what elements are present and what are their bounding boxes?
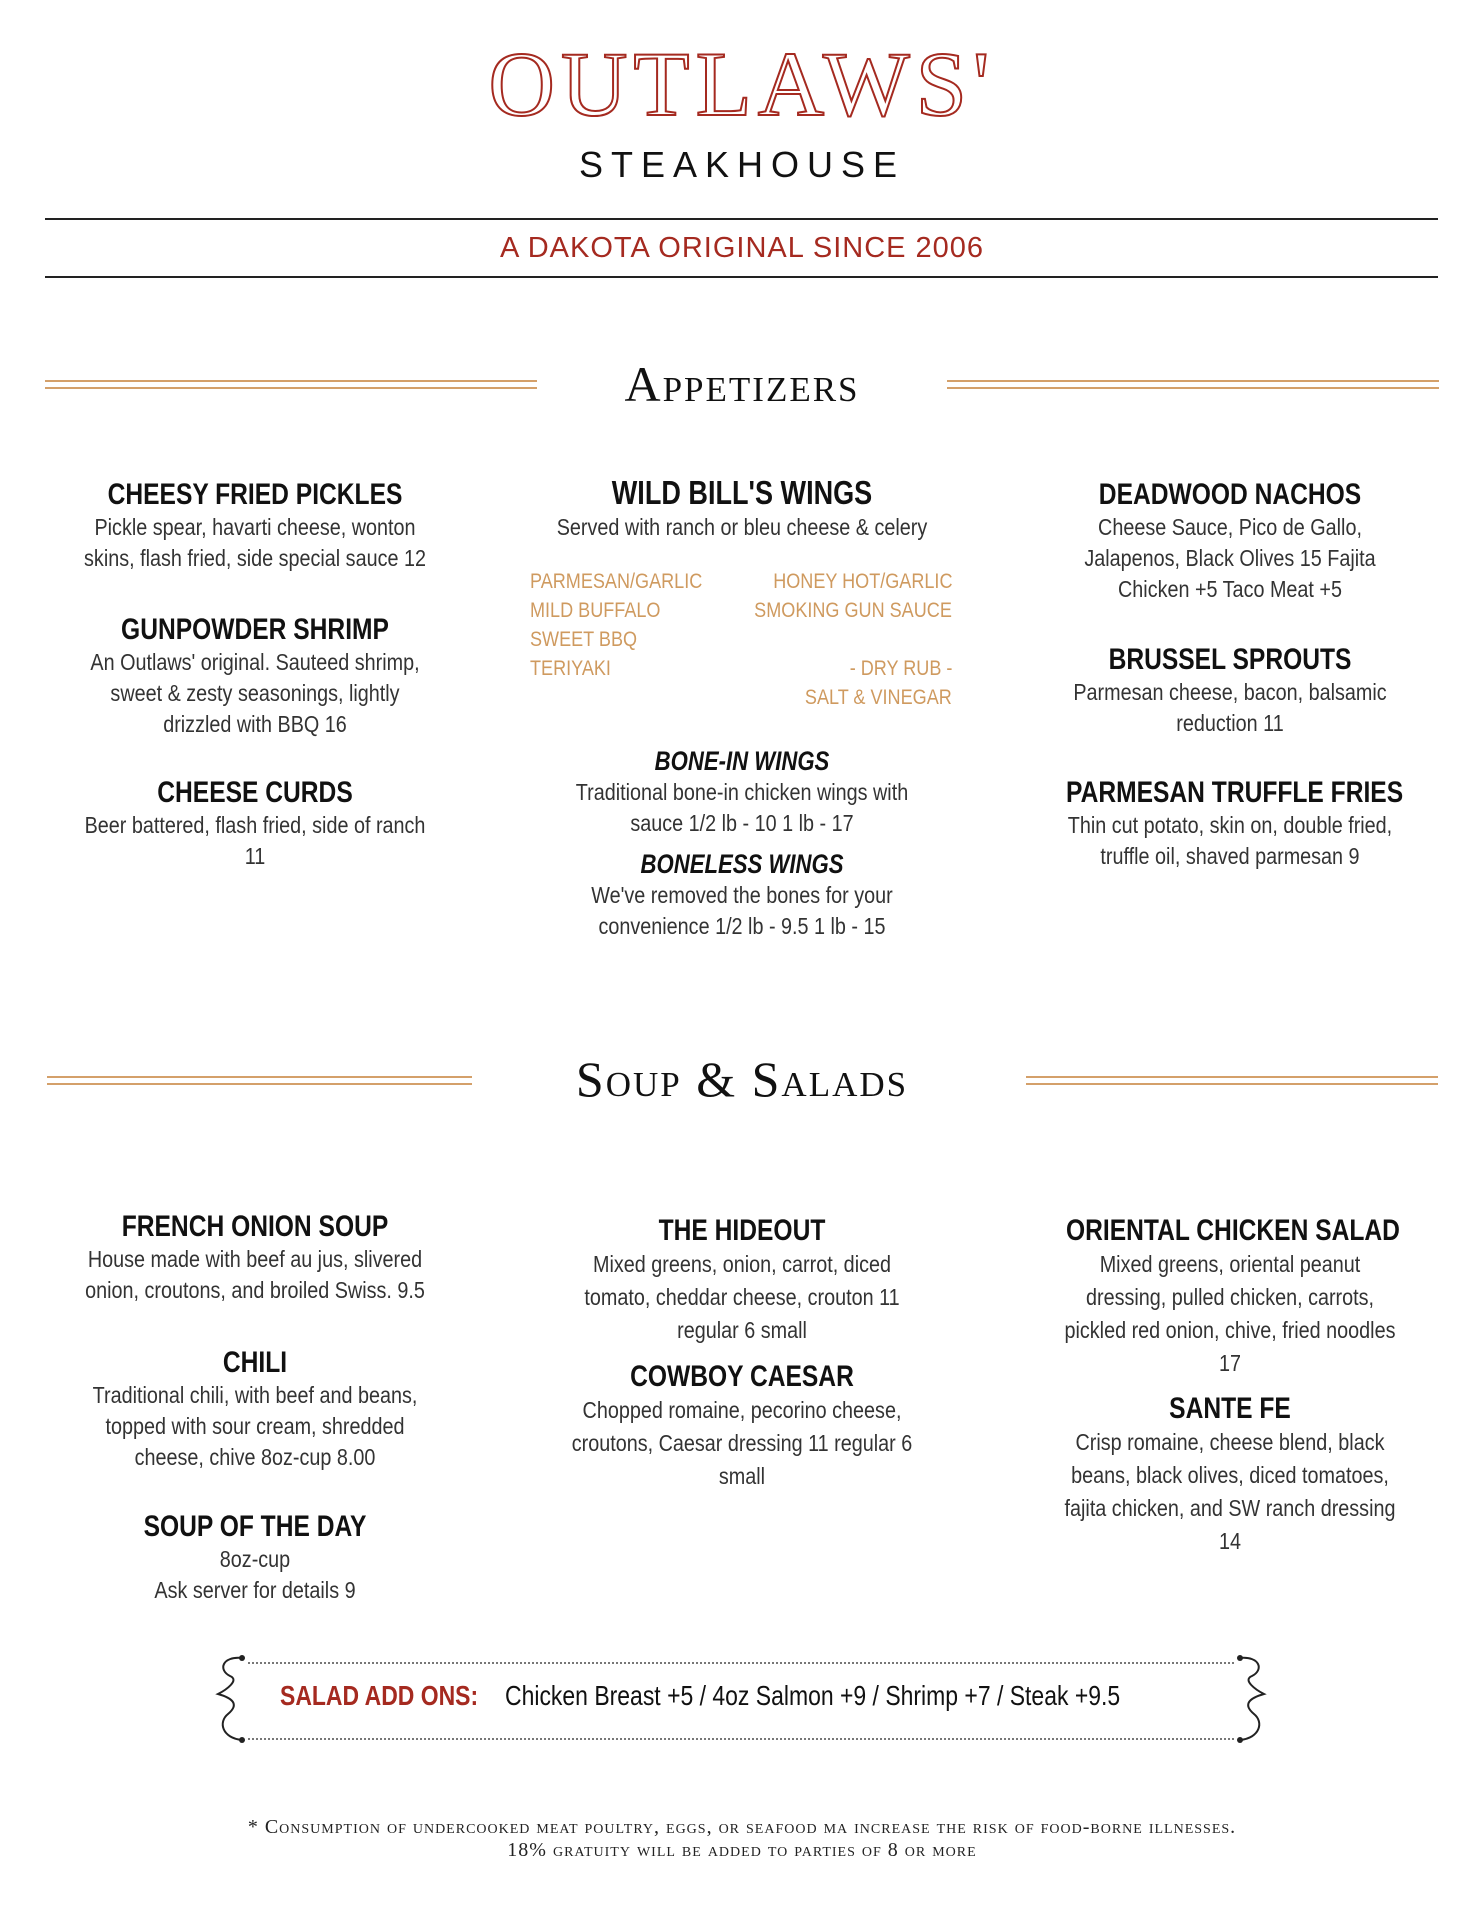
item-name: SANTE FE [1169, 1392, 1291, 1425]
boneless-wings-item [540, 849, 944, 942]
item-name: THE HIDEOUT [658, 1214, 826, 1247]
salad-item [540, 1360, 944, 1493]
flavor-label: MILD BUFFALO [530, 599, 661, 622]
flavor-label: PARMESAN/GARLIC [530, 570, 703, 593]
item-name: GUNPOWDER SHRIMP [121, 613, 389, 646]
bone-in-wings-item [540, 746, 944, 839]
item-name: DEADWOOD NACHOS [1098, 478, 1362, 511]
item-desc: Traditional bone-in chicken wings with sauce 1/2 lb - 10 1 lb - 17 [575, 779, 909, 836]
scroll-ornament-right-icon [1230, 1652, 1270, 1746]
flavor-label: - DRY RUB - [849, 657, 952, 680]
item-name: CHEESY FRIED PICKLES [107, 478, 403, 511]
item-name: FRENCH ONION SOUP [121, 1210, 389, 1243]
section-rule-left [45, 380, 537, 389]
salad-item [1030, 1392, 1430, 1558]
header-rule-top [45, 218, 1438, 220]
flavor-label: SMOKING GUN SAUCE [754, 599, 952, 622]
item-desc: Ask server for details 9 [154, 1577, 356, 1603]
item-name: BRUSSEL SPROUTS [1108, 643, 1352, 676]
soup-item [55, 1510, 455, 1606]
appetizer-item [1030, 643, 1430, 739]
item-desc: Cheese Sauce, Pico de Gallo, Jalapenos, Black Olives 15 Fajita Chicken +5 Taco Meat +5 [1084, 514, 1376, 602]
item-name: BONE-IN WINGS [654, 746, 830, 776]
item-desc: Crisp romaine, cheese blend, black beans, black olives, diced tomatoes, fajita chicken, and SW ranch dressing 14 [1064, 1429, 1396, 1554]
salad-item [540, 1214, 944, 1347]
item-desc: Chopped romaine, pecorino cheese, croutons, Caesar dressing 11 regular 6 small [571, 1397, 913, 1489]
item-name: CHEESE CURDS [157, 776, 353, 809]
flavor-label: TERIYAKI [530, 657, 611, 680]
item-desc: Traditional chili, with beef and beans, topped with sour cream, shredded cheese, chive 8oz-cup 8.00 [92, 1382, 418, 1470]
soup-item [55, 1346, 455, 1473]
salad-item [1030, 1214, 1430, 1380]
item-name: WILD BILL'S WINGS [611, 474, 873, 511]
item-name: COWBOY CAESAR [630, 1360, 854, 1393]
flavor-label: SALT & VINEGAR [805, 686, 952, 709]
footer-disclaimer: * Consumption of undercooked meat poultry, eggs, or seafood ma increase the risk of food-borne illnesses. [247, 1816, 1237, 1838]
section-rule-left [47, 1076, 472, 1085]
item-desc: Mixed greens, onion, carrot, diced tomato, cheddar cheese, crouton 11 regular 6 small [584, 1251, 900, 1343]
section-rule-right [947, 380, 1439, 389]
item-name: PARMESAN TRUFFLE FRIES [1066, 776, 1404, 809]
item-desc: House made with beef au jus, slivered onion, croutons, and broiled Swiss. 9.5 [85, 1246, 425, 1303]
item-name: CHILI [222, 1346, 288, 1379]
tagline: A DAKOTA ORIGINAL SINCE 2006 [499, 232, 985, 264]
item-desc: Served with ranch or bleu cheese & celery [556, 514, 928, 540]
soup-item [55, 1210, 455, 1306]
flavor-label: SWEET BBQ [530, 628, 638, 651]
appetizer-item [55, 478, 455, 574]
flavor-label: HONEY HOT/GARLIC [772, 570, 952, 593]
footer-gratuity: 18% gratuity will be added to parties of 8 or more [507, 1839, 977, 1861]
item-name: ORIENTAL CHICKEN SALAD [1066, 1214, 1400, 1247]
item-desc: Beer battered, flash fried, side of ranch 11 [84, 812, 426, 869]
header-rule-bottom [45, 276, 1438, 278]
item-desc: Parmesan cheese, bacon, balsamic reduction 11 [1073, 679, 1387, 736]
scroll-ornament-left-icon [212, 1652, 252, 1746]
appetizer-item [1030, 478, 1430, 605]
item-desc: We've removed the bones for your convenience 1/2 lb - 9.5 1 lb - 15 [591, 882, 893, 939]
appetizer-item [55, 613, 455, 740]
appetizer-item [55, 776, 455, 872]
item-desc: Thin cut potato, skin on, double fried, truffle oil, shaved parmesan 9 [1067, 812, 1393, 869]
item-name: BONELESS WINGS [640, 849, 844, 879]
item-desc: Mixed greens, oriental peanut dressing, pulled chicken, carrots, pickled red onion, chive, fried noodles 17 [1064, 1251, 1396, 1376]
section-rule-right [1026, 1076, 1438, 1085]
appetizer-item [1030, 776, 1430, 872]
addons-label: SALAD ADD ONS: [280, 1680, 479, 1711]
item-name: SOUP OF THE DAY [143, 1510, 367, 1543]
brand-subtitle: STEAKHOUSE [578, 144, 906, 185]
wings-item [520, 474, 964, 543]
appetizers-title: Appetizers [624, 356, 860, 412]
soups-title: Soup & Salads [575, 1051, 909, 1107]
item-desc: An Outlaws' original. Sauteed shrimp, sweet & zesty seasonings, lightly drizzled with BBQ 16 [90, 649, 420, 737]
item-desc: 8oz-cup [219, 1546, 291, 1572]
item-desc: Pickle spear, havarti cheese, wonton skins, flash fried, side special sauce 12 [84, 514, 426, 571]
brand-logo-title: OUTLAWS' [488, 33, 996, 135]
addons-items: Chicken Breast +5 / 4oz Salmon +9 / Shrimp +7 / Steak +9.5 [505, 1680, 1121, 1711]
